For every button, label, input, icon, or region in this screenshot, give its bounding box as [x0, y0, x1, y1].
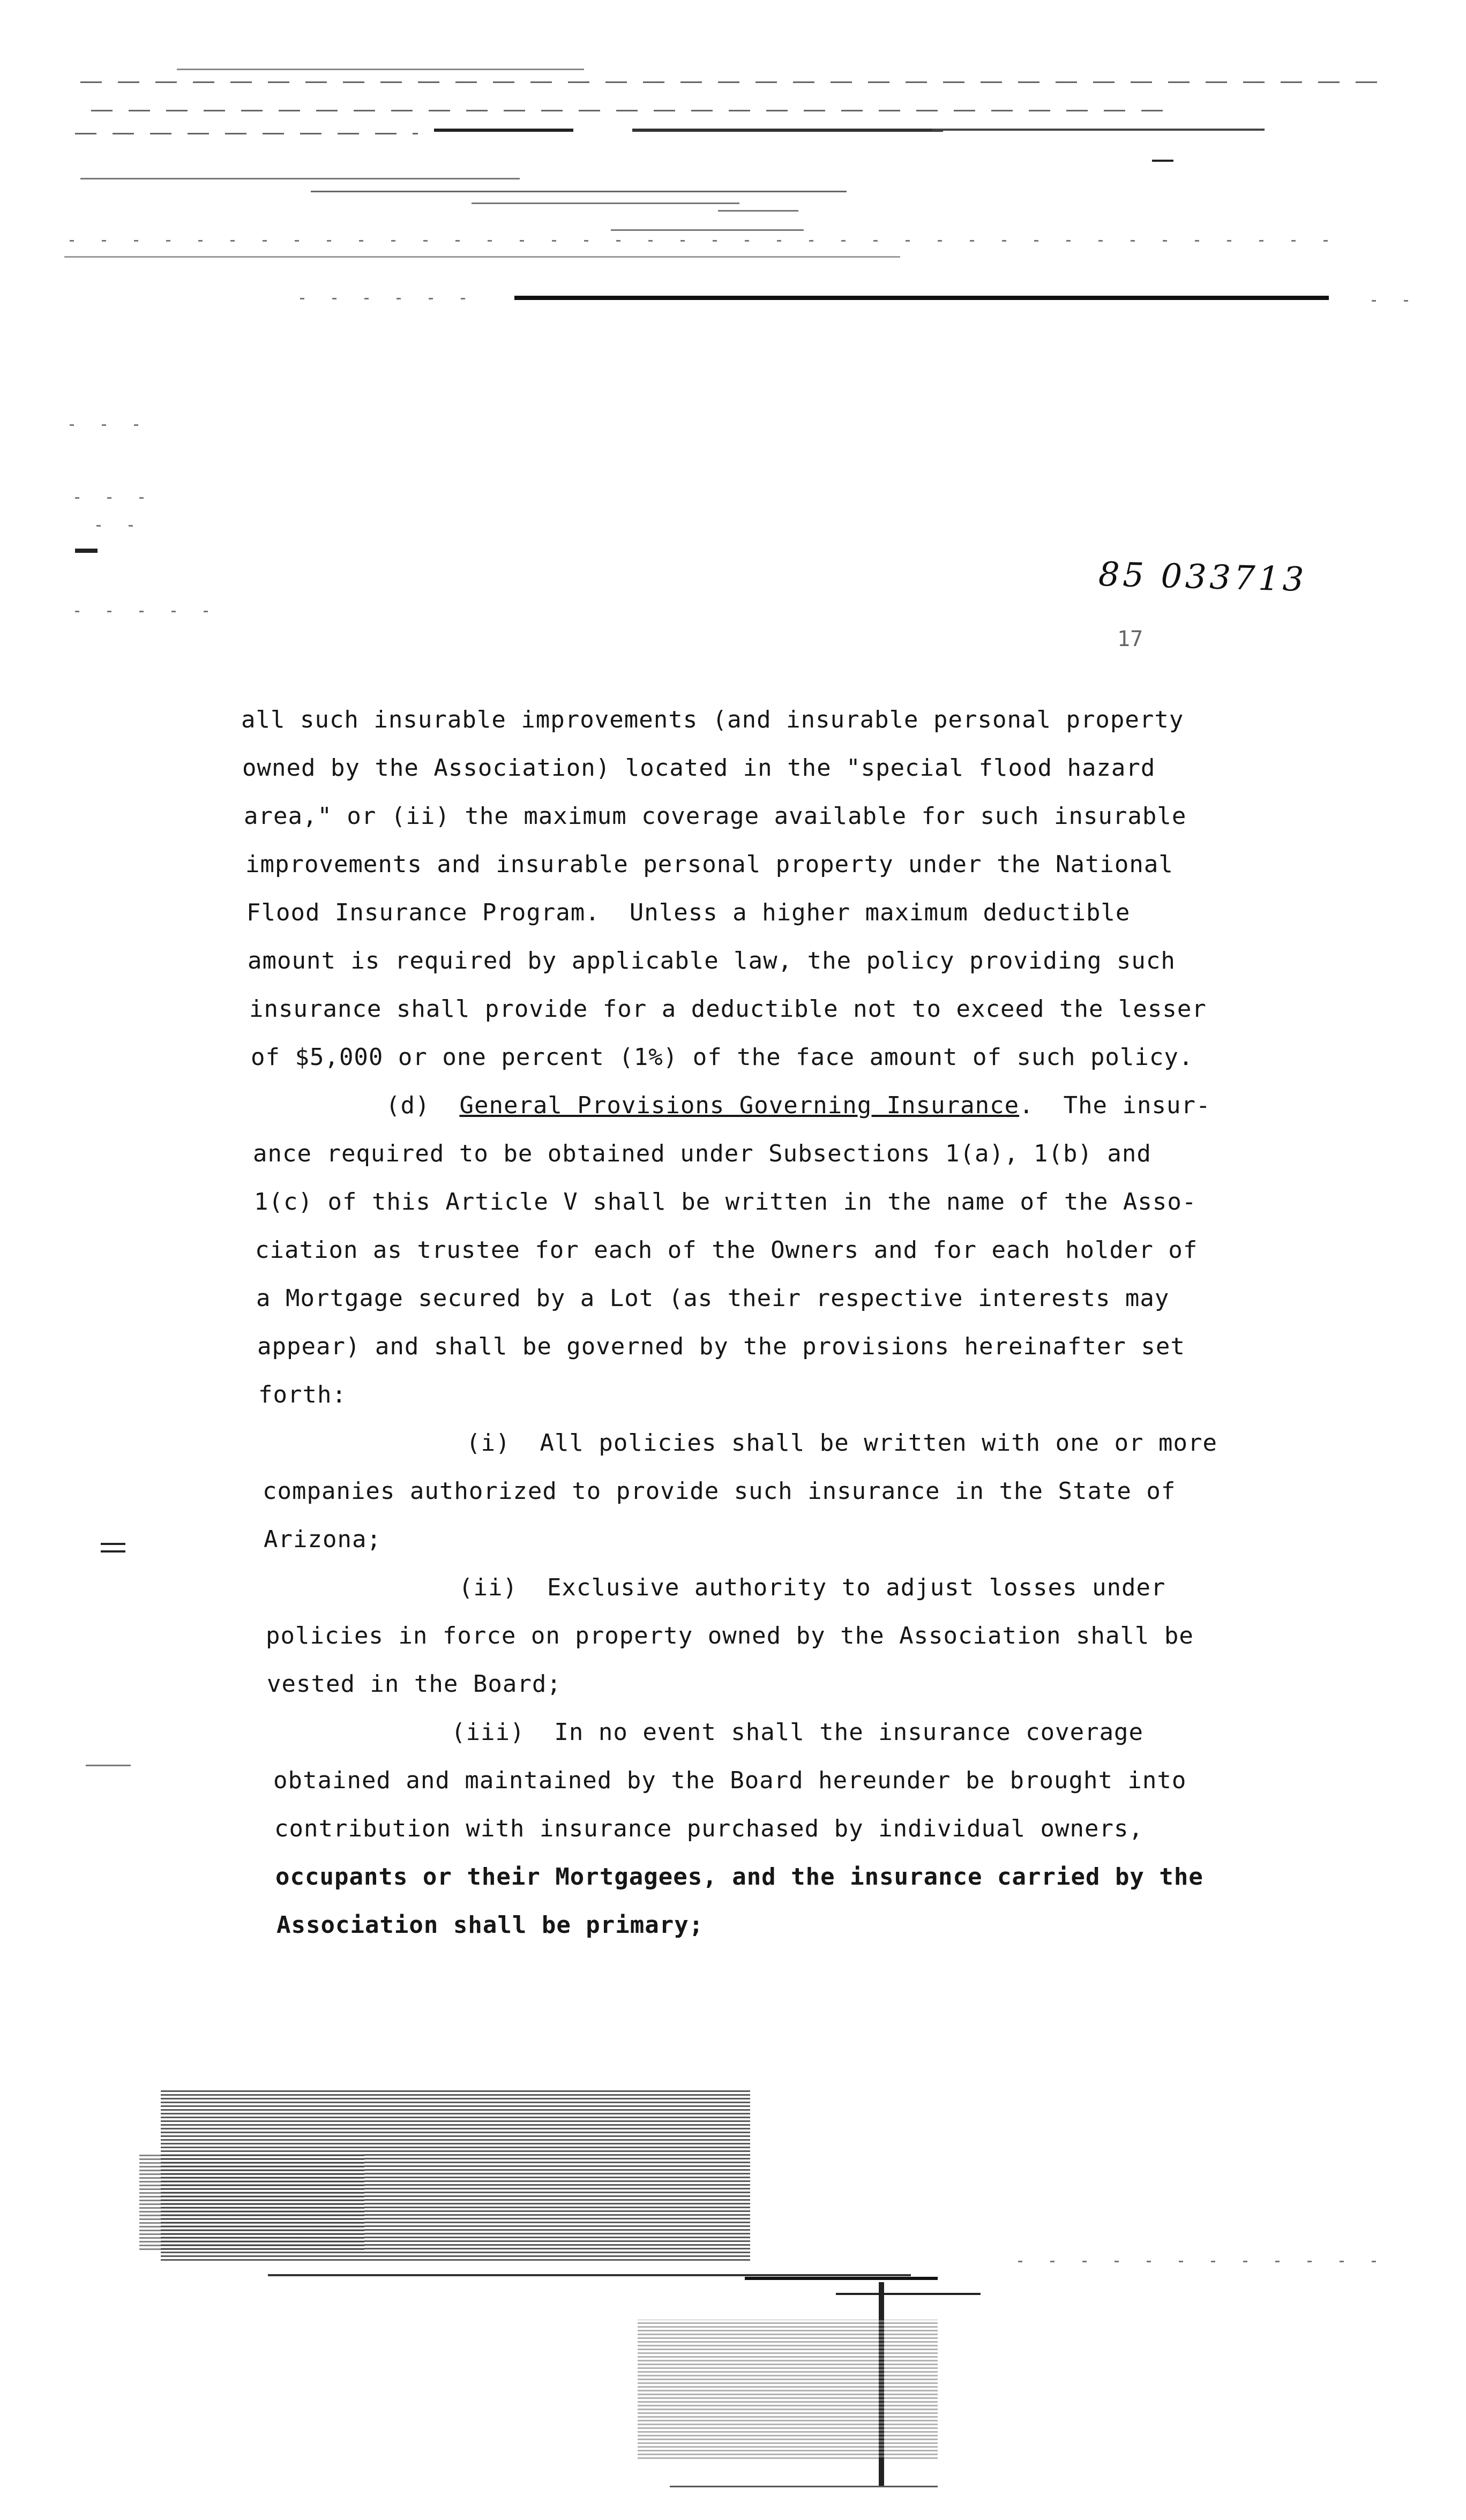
body-line: owned by the Association) located in the "special flood hazard — [242, 754, 1156, 782]
section-heading-tail: . The insur- — [1019, 1092, 1211, 1119]
recording-number: 85 033713 — [1098, 554, 1308, 599]
margin-mark — [101, 1550, 125, 1552]
margin-mark — [101, 1543, 125, 1545]
body-line: obtained and maintained by the Board hereunder be brought into — [273, 1767, 1187, 1794]
body-line: of $5,000 or one percent (1%) of the face amount of such policy. — [251, 1044, 1194, 1071]
body-line: contribution with insurance purchased by individual owners, — [274, 1815, 1143, 1842]
scan-artifact-dash — [91, 110, 1163, 111]
section-label: (d) — [386, 1092, 430, 1119]
margin-mark — [75, 549, 98, 553]
body-line: insurance shall provide for a deductible not to exceed the lesser — [249, 995, 1207, 1023]
body-line: Arizona; — [264, 1526, 382, 1553]
scan-artifact-line — [670, 2486, 938, 2487]
body-line: appear) and shall be governed by the provisions hereinafter set — [257, 1333, 1185, 1360]
body-line: Association shall be primary; — [276, 1911, 704, 1939]
scan-artifact-dots — [1018, 2261, 1393, 2262]
scan-artifact-dots — [1372, 300, 1415, 302]
page-number: 17 — [1117, 627, 1143, 651]
body-line: vested in the Board; — [267, 1670, 562, 1698]
body-line: ciation as trustee for each of the Owners and for each holder of — [255, 1236, 1198, 1264]
scan-artifact-line — [836, 2293, 981, 2295]
scan-artifact-line — [434, 129, 573, 132]
body-line: companies authorized to provide such insurance in the State of — [263, 1478, 1176, 1505]
item-ii-first-line: (ii) Exclusive authority to adjust losses under — [459, 1574, 1166, 1601]
body-line: Flood Insurance Program. Unless a higher maximum deductible — [246, 899, 1131, 926]
body-line: occupants or their Mortgagees, and the insurance carried by the — [275, 1863, 1203, 1891]
scan-artifact-line — [514, 296, 1329, 300]
scan-artifact-line — [1152, 160, 1173, 162]
body-line: ance required to be obtained under Subsections 1(a), 1(b) and — [253, 1140, 1151, 1167]
scan-artifact-dots — [70, 424, 139, 426]
scan-artifact-dash — [75, 133, 418, 134]
scan-artifact-line — [268, 2274, 911, 2276]
scan-artifact-block — [638, 2320, 938, 2459]
body-line: forth: — [258, 1381, 347, 1408]
scan-artifact-dots — [96, 525, 150, 527]
scan-artifact-line — [80, 178, 520, 179]
scan-artifact-line — [311, 191, 847, 192]
item-i-first-line: (i) All policies shall be written with one or more — [466, 1429, 1218, 1457]
body-line: a Mortgage secured by a Lot (as their respective interests may — [256, 1285, 1170, 1312]
scan-artifact-dots — [300, 298, 493, 299]
body-line: improvements and insurable personal property under the National — [245, 851, 1173, 878]
scan-artifact-dots — [75, 497, 150, 499]
section-d-heading-line — [386, 1092, 1210, 1119]
body-line: 1(c) of this Article V shall be written in the name of the Asso- — [254, 1188, 1197, 1216]
section-heading: General Provisions Governing Insurance — [459, 1092, 1020, 1119]
scan-artifact-line — [86, 1765, 131, 1766]
scan-artifact-line — [632, 129, 943, 132]
scan-artifact-dots — [70, 240, 1329, 242]
scan-artifact-dots — [75, 611, 236, 612]
scan-artifact-line — [64, 256, 900, 258]
body-line: area," or (ii) the maximum coverage available for such insurable — [244, 802, 1187, 830]
scan-artifact-line — [932, 129, 1265, 131]
scan-artifact-block — [139, 2154, 364, 2250]
body-line: amount is required by applicable law, the policy providing such — [248, 947, 1176, 974]
body-line: policies in force on property owned by the Association shall be — [266, 1622, 1194, 1649]
item-iii-first-line: (iii) In no event shall the insurance coverage — [451, 1719, 1144, 1746]
scan-artifact-line — [611, 229, 804, 231]
scan-artifact-line — [177, 69, 584, 70]
scan-artifact-line — [472, 202, 739, 204]
scan-artifact-dash — [80, 81, 1388, 83]
scan-artifact-line — [718, 210, 798, 212]
body-line: all such insurable improvements (and insurable personal property — [241, 706, 1184, 733]
scan-artifact-line — [745, 2277, 938, 2280]
